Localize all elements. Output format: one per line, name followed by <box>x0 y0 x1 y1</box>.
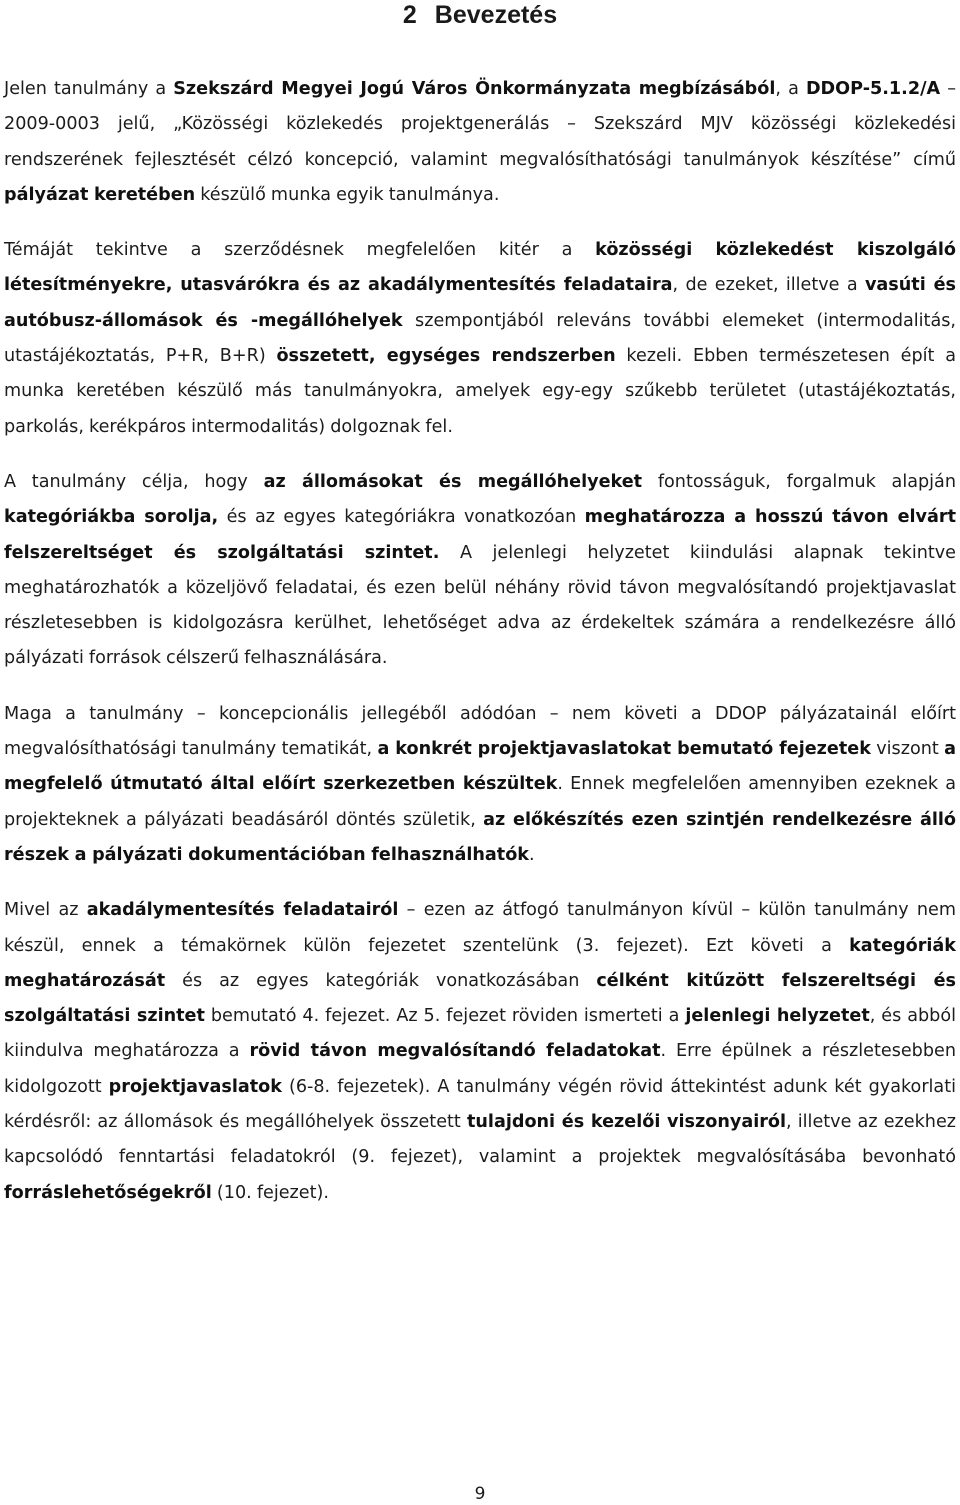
bold-text-run: kategóriákba sorolja, <box>4 507 219 528</box>
text-run: Mivel az <box>4 900 87 921</box>
text-run: viszont <box>870 739 945 760</box>
text-run: A tanulmány célja, hogy <box>4 471 264 492</box>
bold-text-run: pályázat keretében <box>4 184 196 205</box>
text-run: és az egyes kategóriákra vonatkozóan <box>218 507 585 528</box>
body-text <box>4 72 956 1231</box>
section-title: Bevezetés <box>434 1 558 29</box>
bold-text-run: összetett, egységes rendszerben <box>276 346 616 367</box>
bold-text-run: közösségi közlekedést kiszolgáló létesítményekre, utasvárókra és az akadálymentesítés feladataira <box>4 240 956 296</box>
text-run: . <box>529 844 535 865</box>
text-run: . Ennek megfelelően amennyiben ezeknek a projekteknek a pályázati beadásáról döntés születik, <box>4 774 956 830</box>
text-run: . Erre épülnek a részletesebben kidolgozott <box>4 1041 956 1097</box>
text-run: kezeli. Ebben természetesen épít a munka keretében készülő más tanulmányokra, amelyek egy-egy szűkebb területet (utastájékoztatás, parkolás, kerékpáros intermodalitás) dolgoznak fel. <box>4 346 956 437</box>
bold-text-run: akadálymentesítés feladatairól <box>86 900 399 921</box>
paragraph <box>4 697 956 873</box>
bold-text-run: kategóriák meghatározását <box>4 935 956 991</box>
bold-text-run: jelenlegi helyzetet <box>685 1006 870 1027</box>
text-run: Témáját tekintve a szerződésnek megfelelően kitér a <box>4 240 596 261</box>
text-run: , de ezeket, illetve a <box>672 275 865 296</box>
text-run: – 2009-0003 jelű, „Közösségi közlekedés projektgenerálás – Szekszárd MJV közösségi közlekedési rendszerének fejlesztését célzó koncepció, valamint megvalósíthatósági tanulmányok készítése” című <box>4 79 956 170</box>
bold-text-run: az állomásokat és megállóhelyeket <box>263 471 643 492</box>
bold-text-run: tulajdoni és kezelői viszonyairól <box>466 1112 787 1133</box>
text-run: – ezen az átfogó tanulmányon kívül – külön tanulmány nem készül, ennek a témakörnek külön fejezetet szentelünk (3. fejezet). Ezt követi a <box>4 900 956 956</box>
bold-text-run: az előkészítés ezen szintjén rendelkezésre álló részek a pályázati dokumentációban felhasználhatók <box>4 809 956 865</box>
bold-text-run: vasúti és autóbusz-állomások és -megállóhelyek <box>4 275 956 331</box>
page-number: 9 <box>474 1484 486 1504</box>
text-run: készülő munka egyik tanulmánya. <box>195 184 500 205</box>
paragraph <box>4 72 956 213</box>
text-run: , a <box>775 79 806 99</box>
section-heading <box>0 0 960 30</box>
text-run: Jelen tanulmány a <box>4 79 174 99</box>
text-run: , és abból kiindulva meghatározza a <box>4 1006 956 1062</box>
text-run: fontosságuk, forgalmuk alapján <box>642 471 956 492</box>
bold-text-run: célként kitűzött felszereltségi és szolgáltatási szintet <box>4 970 956 1027</box>
bold-text-run: projektjavaslatok <box>108 1076 282 1097</box>
text-run: (10. fejezet). <box>211 1182 329 1203</box>
bold-text-run: a konkrét projektjavaslatokat bemutató fejezetek <box>377 739 871 760</box>
bold-text-run: rövid távon megvalósítandó feladatokat <box>249 1041 661 1062</box>
text-run: (6-8. fejezetek). A tanulmány végén rövid áttekintést adunk két gyakorlati kérdésről: az állomások és megállóhelyek összetett <box>4 1076 957 1133</box>
text-run: bemutató 4. fejezet. Az 5. fejezet röviden ismerteti a <box>204 1006 686 1027</box>
bold-text-run: DDOP-5.1.2/A <box>805 79 941 99</box>
text-run: , illetve az ezekhez kapcsolódó fenntartási feladatokról (9. fejezet), valamint a projektek megvalósításába bevonható <box>4 1112 957 1168</box>
bold-text-run: a megfelelő útmutató által előírt szerkezetben készültek <box>4 739 956 795</box>
paragraph <box>4 893 956 1211</box>
text-run: szempontjából releváns további elemeket (intermodalitás, utastájékoztatás, P+R, B+R) <box>4 310 956 367</box>
bold-text-run: meghatározza a hosszú távon elvárt felszereltséget és szolgáltatási szintet. <box>4 507 956 563</box>
section-number: 2 <box>402 1 417 29</box>
paragraph <box>4 465 956 677</box>
text-run: és az egyes kategóriák vonatkozásában <box>165 970 597 991</box>
paragraph <box>4 233 956 445</box>
text-run: Maga a tanulmány – koncepcionális jellegéből adódóan – nem követi a DDOP pályázatainál előírt megvalósíthatósági tanulmány tematikát, <box>4 703 956 760</box>
bold-text-run: Szekszárd Megyei Jogú Város Önkormányzata megbízásából <box>173 79 776 99</box>
text-run: A jelenlegi helyzetet kiindulási alapnak tekintve meghatározhatók a közeljövő feladatai, és ezen belül néhány rövid távon megvalósítandó projektjavaslat részletesebben is kidolgozásra kerülhet, lehetőséget adva az érdekeltek számára a rendelkezésre álló pályázati források célszerű felhasználására. <box>4 542 956 669</box>
bold-text-run: forráslehetőségekről <box>4 1182 212 1203</box>
